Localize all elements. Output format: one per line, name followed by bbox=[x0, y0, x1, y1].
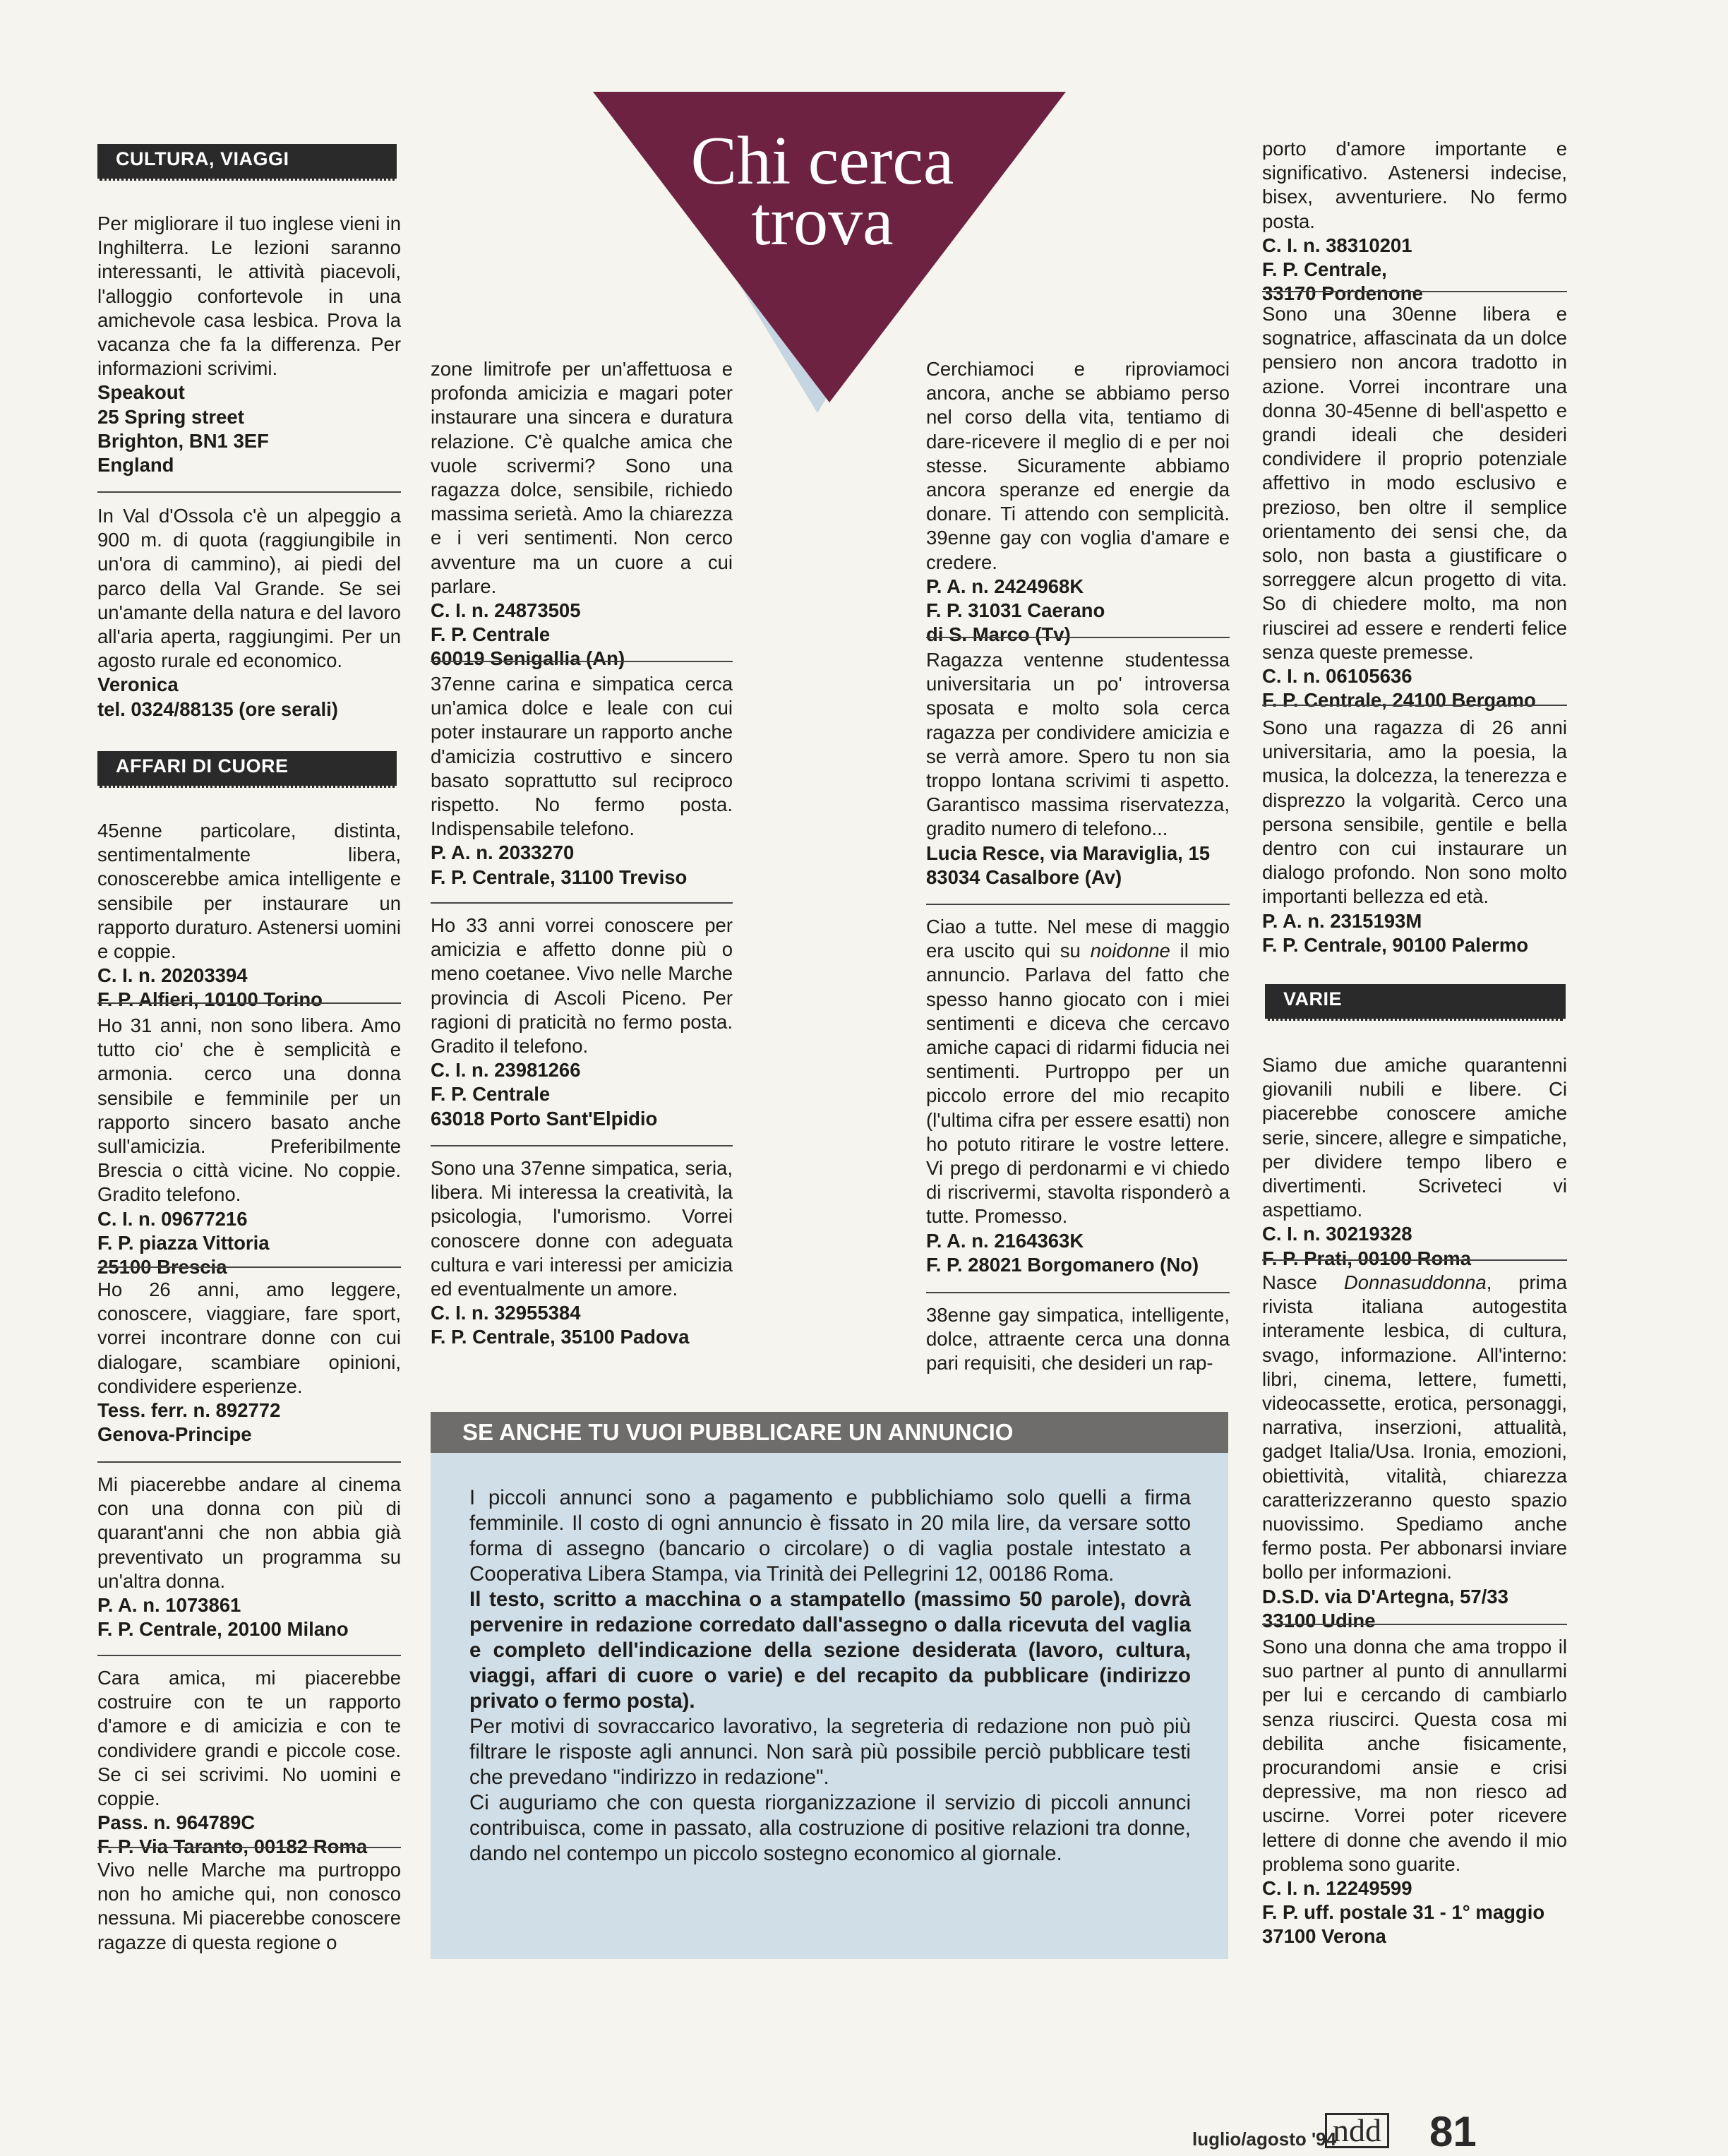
ad-text: Siamo due amiche quarantenni giovanili nubili e libere. Ci piacerebbe conoscere amiche serie, sincere, allegre e simpatiche, per dividere tempo libero e divertimenti. Scriveteci vi aspettiamo. bbox=[1262, 1054, 1567, 1221]
ad-contact: P. A. n. 2315193M bbox=[1262, 909, 1422, 932]
ad-item bbox=[926, 1303, 1230, 1376]
ad-contact: F. P. 31031 Caerano bbox=[926, 599, 1105, 622]
ad-item bbox=[926, 357, 1230, 647]
issue-date: luglio/agosto '94 bbox=[1192, 2128, 1337, 2150]
ad-text: Mi piacerebbe andare al cinema con una donna con più di quarant'anni che non abbia già preventivato un programma su un'altra donna. bbox=[97, 1473, 401, 1592]
ad-divider bbox=[97, 491, 401, 493]
headline-line-2: trova bbox=[751, 184, 894, 260]
ad-item bbox=[926, 915, 1230, 1277]
ad-contact: P. A. n. 1073861 bbox=[97, 1594, 241, 1617]
ad-item bbox=[97, 212, 401, 477]
ad-contact: 33170 Pordenone bbox=[1262, 282, 1423, 305]
ad-contact: P. A. n. 2424968K bbox=[926, 575, 1084, 597]
ad-divider bbox=[926, 637, 1230, 638]
ad-contact: Brighton, BN1 3EF bbox=[97, 429, 269, 452]
ad-item bbox=[97, 504, 401, 721]
ad-contact: F. P. Centrale, 20100 Milano bbox=[97, 1618, 349, 1641]
ad-item bbox=[97, 1473, 401, 1641]
ad-text: Sono una 37enne simpatica, seria, libera. Mi interessa la creatività, la psicologia, l'umorismo. Vorrei conoscere donne con adeguata cultura e vari interessi per amicizia ed eventualmente un amore. bbox=[431, 1157, 733, 1300]
ad-divider bbox=[1262, 1259, 1567, 1261]
ad-text: Per migliorare il tuo inglese vieni in Inghilterra. Le lezioni saranno interessanti, le attività piacevoli, l'alloggio confortevole in una amichevole casa lesbica. Prova la vacanza che fa la differenza. Per informazioni scrivimi. bbox=[97, 212, 401, 380]
ad-divider bbox=[431, 661, 733, 662]
ad-contact: F. P. Via Taranto, 00182 Roma bbox=[97, 1835, 368, 1858]
ad-contact: F. P. uff. postale 31 - 1° maggio bbox=[1262, 1901, 1545, 1924]
ad-item bbox=[1262, 302, 1567, 712]
ad-item bbox=[1262, 1635, 1567, 1949]
ad-divider bbox=[97, 1002, 401, 1004]
ad-divider bbox=[97, 1266, 401, 1268]
ad-contact: P. A. n. 2033270 bbox=[431, 842, 575, 864]
ad-text: porto d'amore importante e significativo. Astenersi indecise, bisex, avventuriere. No fermo posta. bbox=[1262, 138, 1567, 232]
ad-contact: 60019 Senigallia (An) bbox=[431, 647, 625, 670]
ad-text: Ho 31 anni, non sono libera. Amo tutto cio' che è semplicità e armonia. cerco una donna sensibile e femminile per un rapporto sincero basato anche sull'amicizia. Preferibilmente Brescia o città vicine. No coppie. Gradito telefono. bbox=[97, 1014, 401, 1206]
ad-text: Nasce Donnasuddonna, prima rivista italiana autogestita interamente lesbica, di cultura, svago, informazione. All'interno: libri, cinema, lettere, fumetti, videocassette, erotica, personaggi, narrativa, inserzioni, attualità, gadget Italia/Usa. Ironia, emozioni, obiettività, vitalità, chiarezza caratterizzeranno questo spazio nuovissimo. Spediamo anche fermo posta. Per abbonarsi inviare bollo per informazioni. bbox=[1262, 1271, 1567, 1583]
ad-contact: Pass. n. 964789C bbox=[97, 1811, 256, 1834]
ad-item bbox=[97, 1014, 401, 1279]
ad-item bbox=[431, 357, 733, 671]
ad-contact: tel. 0324/88135 (ore serali) bbox=[97, 697, 338, 720]
headline-title bbox=[674, 123, 971, 260]
ad-text: Ho 26 anni, amo leggere, conoscere, viaggiare, fare sport, vorrei incontrare donne con cui dialogare, scambiare opinioni, condividere esperienze. bbox=[97, 1278, 401, 1397]
magazine-logo: ndd bbox=[1325, 2113, 1389, 2148]
ad-divider bbox=[1262, 291, 1567, 292]
section-header-affari-di-cuore: AFFARI DI CUORE bbox=[97, 751, 397, 788]
ad-contact: C. I. n. 09677216 bbox=[97, 1207, 248, 1230]
ad-contact: C. I. n. 06105636 bbox=[1262, 665, 1412, 688]
ad-item bbox=[97, 1666, 401, 1859]
ad-item bbox=[431, 1156, 733, 1350]
ad-divider bbox=[926, 1292, 1230, 1293]
headline-line-1: Chi cerca bbox=[690, 123, 954, 199]
ad-item bbox=[926, 648, 1230, 890]
ad-contact: C. I. n. 32955384 bbox=[431, 1302, 581, 1324]
ad-contact: 37100 Verona bbox=[1262, 1925, 1386, 1948]
ad-item bbox=[1262, 1271, 1567, 1633]
ad-divider bbox=[1262, 1624, 1567, 1625]
ad-text: In Val d'Ossola c'è un alpeggio a 900 m. di quota (raggiungibile in un'ora di cammino), ai piedi del parco della Val Grande. Se sei un'amante della natura e del lavoro all'aria aperta, raggiungimi. Per un agosto rurale ed economico. bbox=[97, 505, 401, 672]
ad-contact: F. P. Centrale bbox=[431, 1083, 551, 1106]
ad-item bbox=[431, 672, 733, 890]
ad-contact: 33100 Udine bbox=[1262, 1609, 1376, 1631]
ad-text: zone limitrofe per un'affettuosa e profonda amicizia e magari poter instaurare una sincera e duratura relazione. C'è qualche amica che vuole scrivermi? Sono una ragazza dolce, sensibile, richiedo massima serietà. Amo la chiarezza e i veri sentimenti. Non cerco avventure ma un cuore a cui parlare. bbox=[431, 358, 733, 597]
ad-text: 37enne carina e simpatica cerca un'amica dolce e leale con cui poter instaurare un rapporto anche d'amicizia costruttivo e sincero basato soprattutto sul reciproco rispetto. No fermo posta. Indispensabile telefono. bbox=[431, 673, 733, 840]
ad-item bbox=[1262, 137, 1567, 306]
announcement-paragraph: Ci auguriamo che con questa riorganizzazione il servizio di piccoli annunci contribuisca, come in passato, alla costruzione di positive relazioni tra donne, dando nel contempo un piccolo sostegno economico al giornale. bbox=[469, 1791, 1191, 1865]
announcement-paragraph: Per motivi di sovraccarico lavorativo, la segreteria di redazione non può più filtrare le risposte agli annunci. Non sarà più possibile perciò pubblicare testi che prevedano "indirizzo in redazione". bbox=[469, 1715, 1191, 1789]
ad-text: Cerchiamoci e riproviamoci ancora, anche se abbiamo perso nel corso della vita, tentiamo di dare-ricevere il meglio di e per noi stesse. Sicuramente abbiamo ancora speranze ed energie da donare. Ti attendo con semplicità. 39enne gay con voglia d'amare e credere. bbox=[926, 358, 1230, 573]
ad-contact: F. P. Centrale, 35100 Padova bbox=[431, 1326, 690, 1348]
ad-contact: F. P. Centrale, 31100 Treviso bbox=[431, 866, 688, 888]
ad-item bbox=[1262, 716, 1567, 957]
ad-divider bbox=[431, 902, 733, 904]
ad-text: 45enne particolare, distinta, sentimentalmente libera, conoscerebbe amica intelligente e sensibile per instaurare un rapporto duraturo. Astenersi uomini e coppie. bbox=[97, 820, 401, 963]
ad-contact: Tess. ferr. n. 892772 bbox=[97, 1399, 281, 1422]
ad-contact: F. P. Centrale, bbox=[1262, 258, 1387, 281]
ad-contact: C. I. n. 20203394 bbox=[97, 964, 248, 987]
ad-text: 38enne gay simpatica, intelligente, dolce, attraente cerca una donna pari requisiti, che desideri un rap- bbox=[926, 1304, 1230, 1375]
ad-contact: Lucia Resce, via Maraviglia, 15 bbox=[926, 842, 1211, 864]
ad-contact: P. A. n. 2164363K bbox=[926, 1229, 1084, 1252]
ad-contact: 83034 Casalbore (Av) bbox=[926, 866, 1122, 888]
ad-contact: F. P. Centrale bbox=[431, 623, 551, 646]
ad-item bbox=[97, 1858, 401, 1955]
announcement-paragraph: I piccoli annunci sono a pagamento e pubblichiamo solo quelli a firma femminile. Il costo di ogni annuncio è fissato in 20 mila lire, da versare sotto forma di assegno (bancario o circolare) o di vaglia postale intestato a Cooperativa Libera Stampa, via Trinità dei Pellegrini 12, 00186 Roma. bbox=[469, 1486, 1191, 1586]
ad-contact: C. I. n. 30219328 bbox=[1262, 1223, 1412, 1245]
ad-contact: Veronica bbox=[97, 673, 179, 696]
ad-text: Ho 33 anni vorrei conoscere per amicizia e affetto donne più o meno coetanee. Vivo nelle Marche provincia di Ascoli Piceno. Per ragioni di praticità no fermo posta. Gradito il telefono. bbox=[431, 914, 733, 1058]
ad-contact: D.S.D. via D'Artegna, 57/33 bbox=[1262, 1585, 1508, 1607]
ad-contact: F. P. Alfieri, 10100 Torino bbox=[97, 988, 323, 1011]
section-header-varie: VARIE bbox=[1265, 984, 1566, 1021]
ad-divider bbox=[97, 1461, 401, 1463]
announcement-paragraph-bold: Il testo, scritto a macchina o a stampatello (massimo 50 parole), dovrà pervenire in redazione corredato dall'assegno o dalla ricevuta del vaglia e completo dell'indicazione della sezione desiderata (lavoro, cultura, viaggi, affari di cuore o varie) e del recapito da pubblicare (indirizzo privato o fermo posta). bbox=[469, 1588, 1191, 1713]
announcement-text bbox=[469, 1485, 1191, 1867]
ad-text: Sono una 30enne libera e sognatrice, affascinata da un dolce pensiero non ancora tradotto in azione. Vorrei incontrare una donna 30-45enne di bell'aspetto e grandi ideali che desideri condividere il proprio potenziale affettivo in modo esclusivo e prezioso, ben oltre il semplice orientamento dei sensi che, da solo, non basta a giustificare o sorreggere alcun progetto di vita. So di chiedere molto, ma non riuscirei ad essere e renderti felice senza queste premesse. bbox=[1262, 303, 1567, 663]
ad-contact: C. I. n. 24873505 bbox=[431, 599, 581, 622]
ad-divider bbox=[431, 1145, 733, 1146]
ad-contact: 63018 Porto Sant'Elpidio bbox=[431, 1107, 658, 1130]
ad-text: Sono una donna che ama troppo il suo partner al punto di annullarmi per lui e cercando di cambiarlo senza riuscirci. Questa cosa mi debilita anche fisicamente, procurandomi ansie e crisi depressive, ma non riesco ad uscirne. Vorrei poter ricevere lettere di donne che avendo il mio problema sono guarite. bbox=[1262, 1636, 1567, 1875]
ad-contact: 25100 Brescia bbox=[97, 1256, 227, 1278]
ad-contact: F. P. Centrale, 90100 Palermo bbox=[1262, 933, 1529, 956]
ad-contact: F. P. Prati, 00100 Roma bbox=[1262, 1247, 1472, 1269]
ad-contact: F. P. 28021 Borgomanero (No) bbox=[926, 1253, 1199, 1276]
announcement-banner: SE ANCHE TU VUOI PUBBLICARE UN ANNUNCIO bbox=[431, 1412, 1228, 1453]
ad-item bbox=[431, 914, 733, 1131]
ad-contact: Genova-Principe bbox=[97, 1423, 252, 1446]
section-header-cultura-viaggi: CULTURA, VIAGGI bbox=[97, 144, 397, 181]
ad-contact: 25 Spring street bbox=[97, 405, 244, 428]
ad-text: Cara amica, mi piacerebbe costruire con te un rapporto d'amore e di amicizia e con te condividere grandi e piccole cose. Se ci sei scrivimi. No uomini e coppie. bbox=[97, 1667, 401, 1810]
ad-text: Vivo nelle Marche ma purtroppo non ho amiche qui, non conosco nessuna. Mi piacerebbe conoscere ragazze di questa regione o bbox=[97, 1859, 401, 1953]
ad-contact: England bbox=[97, 454, 174, 477]
ad-contact: C. I. n. 23981266 bbox=[431, 1059, 581, 1082]
ad-contact: C. I. n. 12249599 bbox=[1262, 1877, 1412, 1900]
ad-text: Ragazza ventenne studentessa universitaria un po' introversa sposata e molto sola cerca ragazza per condividere amicizia e se verrà amore. Spero tu non sia troppo lontana scrivimi ti aspetto. Garantisco massima riservatezza, gradito numero di telefono... bbox=[926, 649, 1230, 840]
ad-item bbox=[97, 819, 401, 1012]
ad-text: Ciao a tutte. Nel mese di maggio era uscito qui su noidonne il mio annuncio. Parlava del fatto che spesso hanno giocato con i miei sentimenti e diceva che cercavo amiche capaci di ridarmi fiducia nei sentimenti. Purtroppo per un piccolo errore del mio recapito (l'ultima cifra per essere esatti) non ho potuto ritirare le vostre lettere. Vi prego di perdonarmi e vi chiedo di riscrivermi, stavolta risponderò a tutte. Promesso. bbox=[926, 916, 1230, 1228]
ad-divider bbox=[97, 1655, 401, 1656]
ad-item bbox=[97, 1278, 401, 1447]
ad-contact: di S. Marco (Tv) bbox=[926, 623, 1071, 646]
ad-divider bbox=[97, 1847, 401, 1848]
announcement-box bbox=[431, 1453, 1228, 1959]
ad-divider bbox=[926, 904, 1230, 905]
ad-text: Sono una ragazza di 26 anni universitaria, amo la poesia, la musica, la dolcezza, la tenerezza e disprezzo la volgarità. Cerco una persona sensibile, gentile e bella dentro con cui instaurare un dialogo profondo. Non sono molto importanti bellezza ed età. bbox=[1262, 717, 1567, 908]
ad-contact: F. P. Centrale, 24100 Bergamo bbox=[1262, 689, 1536, 712]
ad-contact: C. I. n. 38310201 bbox=[1262, 234, 1412, 256]
ad-item bbox=[1262, 1053, 1567, 1271]
ad-contact: F. P. piazza Vittoria bbox=[97, 1231, 270, 1254]
ad-divider bbox=[1262, 705, 1567, 706]
page-number: 81 bbox=[1429, 2108, 1477, 2155]
ad-contact: Speakout bbox=[97, 381, 185, 404]
